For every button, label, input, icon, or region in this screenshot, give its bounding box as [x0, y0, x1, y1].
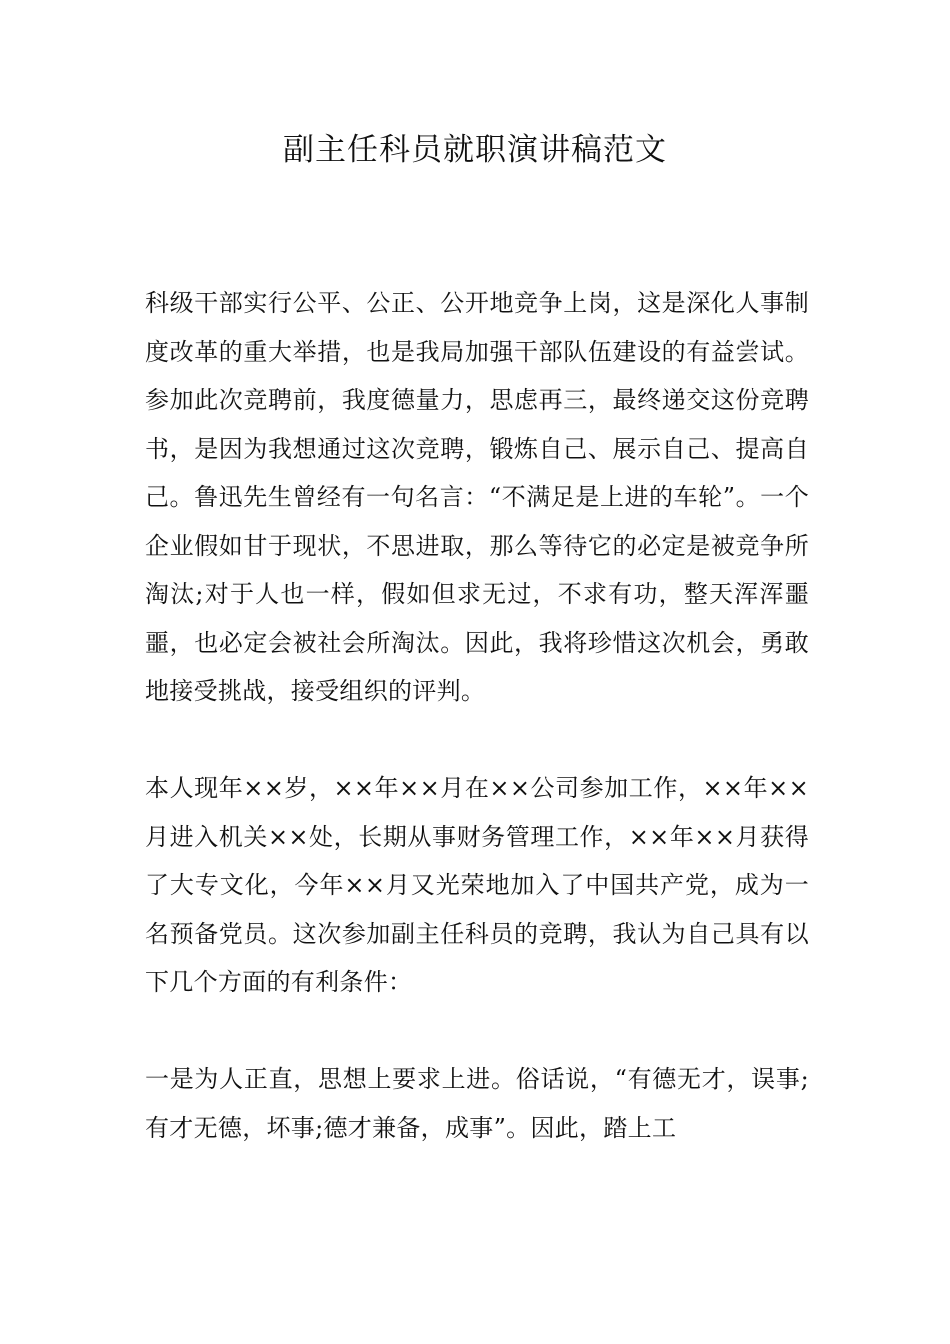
document-body	[145, 279, 809, 1201]
document-title: 副主任科员就职演讲稿范文	[283, 132, 667, 168]
paragraph-3: 一是为人正直，思想上要求上进。俗话说，“有德无才，误事;有才无德，坏事;德才兼备，成事”。因此，踏上工	[145, 1065, 809, 1142]
paragraph-1: 科级干部实行公平、公正、公开地竞争上岗，这是深化人事制度改革的重大举措，也是我局加强干部队伍建设的有益尝试。参加此次竞聘前，我度德量力，思虑再三，最终递交这份竞聘书，是因为我想通过这次竞聘，锻炼自己、展示自己、提高自己。鲁迅先生曾经有一句名言：“不满足是上进的车轮”。一个企业假如甘于现状，不思进取，那么等待它的必定是被竞争所淘汰;对于人也一样，假如但求无过，不求有功，整天浑浑噩噩，也必定会被社会所淘汰。因此，我将珍惜这次机会，勇敢地接受挑战，接受组织的评判。	[145, 289, 809, 705]
paragraph-2: 本人现年××岁，××年××月在××公司参加工作，××年××月进入机关××处，长期从事财务管理工作，××年××月获得了大专文化，今年××月又光荣地加入了中国共产党，成为一名预备党员。这次参加副主任科员的竞聘，我认为自己具有以下几个方面的有利条件：	[145, 774, 809, 996]
